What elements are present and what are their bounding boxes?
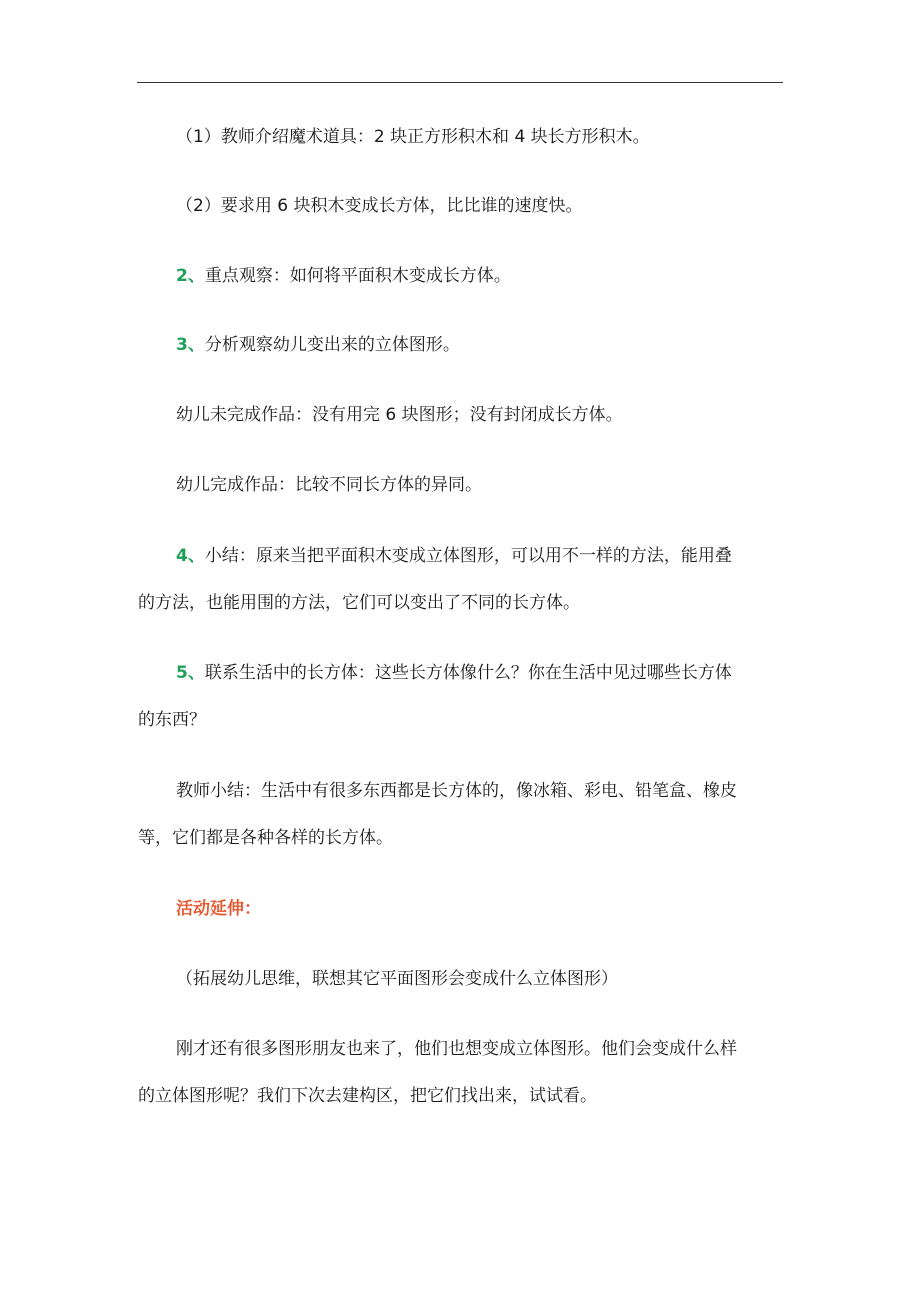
list-number: 3、 [176, 335, 205, 355]
list-number: 4、 [176, 546, 205, 566]
paragraph-line: 幼儿未完成作品：没有用完 6 块图形；没有封闭成长方体。 [176, 405, 623, 425]
paragraph-line: （1）教师介绍魔术道具：2 块正方形积木和 4 块长方形积木。 [176, 127, 650, 147]
list-number: 5、 [176, 663, 205, 683]
header-rule [137, 82, 783, 83]
paragraph-extension-note [138, 956, 784, 1003]
paragraph-step-1 [138, 114, 784, 161]
paragraph-incomplete-work [138, 392, 784, 439]
paragraph-extension-body [138, 1026, 784, 1120]
paragraph-teacher-summary [138, 768, 784, 862]
list-number: 2、 [176, 266, 205, 286]
activity-extension-heading: 活动延伸： [176, 899, 261, 919]
paragraph-line: （2）要求用 6 块积木变成长方体，比比谁的速度快。 [176, 196, 583, 216]
paragraph-line: 的东西？ [138, 710, 206, 730]
paragraph-line: 的立体图形呢？我们下次去建构区，把它们找出来，试试看。 [138, 1086, 597, 1106]
paragraph-line: 小结：原来当把平面积木变成立体图形，可以用不一样的方法，能用叠 [204, 546, 732, 566]
paragraph-complete-work [138, 462, 784, 509]
paragraph-line: （拓展幼儿思维，联想其它平面图形会变成什么立体图形） [176, 969, 618, 989]
paragraph-line: 联系生活中的长方体：这些长方体像什么？你在生活中见过哪些长方体 [204, 663, 732, 683]
paragraph-line: 重点观察：如何将平面积木变成长方体。 [204, 266, 511, 286]
paragraph-line: 分析观察幼儿变出来的立体图形。 [204, 335, 460, 355]
paragraph-line: 刚才还有很多图形朋友也来了，他们也想变成立体图形。他们会变成什么样 [176, 1039, 737, 1059]
paragraph-point-4 [138, 533, 784, 627]
paragraph-line: 教师小结：生活中有很多东西都是长方体的，像冰箱、彩电、铅笔盒、橡皮 [176, 781, 737, 801]
paragraph-line: 的方法，也能用围的方法，它们可以变出了不同的长方体。 [138, 593, 580, 613]
paragraph-step-2 [138, 183, 784, 230]
paragraph-point-2 [138, 253, 784, 300]
paragraph-line: 幼儿完成作品：比较不同长方体的异同。 [176, 475, 482, 495]
paragraph-point-3 [138, 322, 784, 369]
paragraph-point-5 [138, 650, 784, 744]
paragraph-line: 等，它们都是各种各样的长方体。 [138, 828, 393, 848]
section-heading [138, 886, 784, 933]
